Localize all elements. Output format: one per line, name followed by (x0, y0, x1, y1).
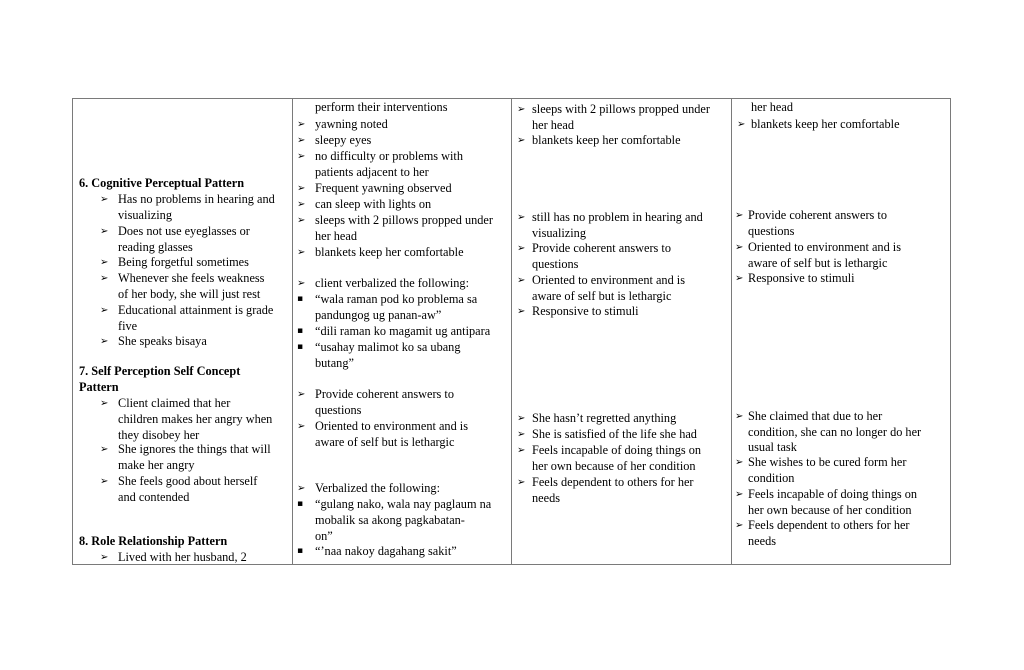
list-item-text: her head (751, 100, 793, 114)
list-item-text: her own because of her condition (532, 459, 696, 473)
list-item-text: Frequent yawning observed (315, 181, 452, 195)
list-item-text: Feels incapable of doing things on (532, 443, 702, 457)
quote-text: “gulang nako, wala nay paglaum na (315, 497, 492, 511)
square-bullet-icon: ▪ (297, 546, 304, 556)
list-item-text: blankets keep her comfortable (315, 245, 464, 259)
section-heading: Pattern (79, 380, 119, 394)
list-item-text: Oriented to environment and is (315, 419, 468, 433)
section-heading: 8. Role Relationship Pattern (79, 534, 228, 548)
arrow-bullet-icon: ➢ (517, 212, 526, 223)
list-item-text: Responsive to stimuli (532, 304, 639, 318)
arrow-bullet-icon: ➢ (297, 183, 306, 194)
quote-text: “dili raman ko magamit ug antipara (315, 324, 491, 338)
arrow-bullet-icon: ➢ (737, 119, 746, 130)
list-item-text: reading glasses (118, 240, 193, 254)
list-item-text: She wishes to be cured form her (748, 455, 907, 469)
list-item-text: sleeps with 2 pillows propped under (315, 213, 493, 227)
list-item-text: Client claimed that her (118, 396, 231, 410)
quote-text: “’naa nakoy dagahang sakit” (315, 544, 457, 558)
arrow-bullet-icon: ➢ (297, 247, 306, 258)
arrow-bullet-icon: ➢ (517, 243, 526, 254)
square-bullet-icon: ▪ (297, 294, 304, 304)
square-bullet-icon: ▪ (297, 326, 304, 336)
quote-text: butang” (315, 356, 354, 370)
arrow-bullet-icon: ➢ (297, 483, 306, 494)
list-item-text: Provide coherent answers to (748, 208, 887, 222)
list-item-text: aware of self but is lethargic (315, 435, 455, 449)
list-item-text: She speaks bisaya (118, 334, 207, 348)
arrow-bullet-icon: ➢ (517, 135, 526, 146)
arrow-bullet-icon: ➢ (735, 520, 744, 531)
list-item-text: Provide coherent answers to (315, 387, 454, 401)
arrow-bullet-icon: ➢ (297, 199, 306, 210)
quote-text: “wala raman pod ko problema sa (315, 292, 478, 306)
quote-text: “usahay malimot ko sa ubang (315, 340, 461, 354)
list-item-text: still has no problem in hearing and (532, 210, 703, 224)
list-item-text: no difficulty or problems with (315, 149, 464, 163)
quote-text: mobalik sa akong pagkabatan- (315, 513, 465, 527)
list-item-text: visualizing (532, 226, 586, 240)
list-item-text: Being forgetful sometimes (118, 255, 249, 269)
list-item-text: perform their interventions (315, 100, 448, 114)
arrow-bullet-icon: ➢ (735, 210, 744, 221)
arrow-bullet-icon: ➢ (297, 421, 306, 432)
list-item-text: Whenever she feels weakness (118, 271, 265, 285)
arrow-bullet-icon: ➢ (517, 275, 526, 286)
list-item-text: She ignores the things that will (118, 442, 271, 456)
list-item-text: Feels dependent to others for her (748, 518, 910, 532)
list-item-text: aware of self but is lethargic (532, 289, 672, 303)
list-item-text: make her angry (118, 458, 195, 472)
list-item-text: Educational attainment is grade (118, 303, 274, 317)
list-item-text: aware of self but is lethargic (748, 255, 888, 270)
list-item-text: Has no problems in hearing and (118, 192, 275, 206)
list-item-text: blankets keep her comfortable (751, 117, 900, 131)
list-item-text: She claimed that due to her (748, 409, 883, 423)
arrow-bullet-icon: ➢ (100, 398, 109, 409)
arrow-bullet-icon: ➢ (100, 305, 109, 316)
arrow-bullet-icon: ➢ (517, 429, 526, 440)
arrow-bullet-icon: ➢ (100, 257, 109, 268)
list-item-text: her head (315, 229, 357, 243)
list-item-text: condition (748, 470, 795, 485)
arrow-bullet-icon: ➢ (297, 135, 306, 146)
quote-text: on” (315, 529, 333, 543)
list-item-text: condition, she can no longer do her (748, 424, 922, 439)
list-item-text: visualizing (118, 208, 172, 222)
arrow-bullet-icon: ➢ (517, 104, 526, 115)
list-item-text: Feels incapable of doing things on (748, 487, 918, 501)
quote-text: pandungog ug panan-aw” (315, 308, 442, 322)
list-item-text: her own because of her condition (748, 502, 912, 517)
list-item-text: Does not use eyeglasses or (118, 224, 250, 238)
arrow-bullet-icon: ➢ (517, 413, 526, 424)
list-item-text: questions (748, 223, 795, 238)
arrow-bullet-icon: ➢ (297, 389, 306, 400)
list-item-text: needs (532, 491, 560, 505)
arrow-bullet-icon: ➢ (100, 444, 109, 455)
list-item-text: Responsive to stimuli (748, 271, 855, 285)
list-item-text: Lived with her husband, 2 (118, 550, 247, 564)
arrow-bullet-icon: ➢ (735, 489, 744, 500)
list-item-text: sleepy eyes (315, 133, 372, 147)
list-item-text: questions (315, 403, 362, 417)
list-item-text: She hasn’t regretted anything (532, 411, 677, 425)
arrow-bullet-icon: ➢ (297, 151, 306, 162)
arrow-bullet-icon: ➢ (735, 411, 744, 422)
list-item-text: She feels good about herself (118, 474, 258, 488)
column-divider (731, 98, 732, 565)
list-item-text: sleeps with 2 pillows propped under (532, 102, 710, 116)
arrow-bullet-icon: ➢ (100, 336, 109, 347)
list-item-text: Verbalized the following: (315, 481, 440, 495)
arrow-bullet-icon: ➢ (517, 477, 526, 488)
square-bullet-icon: ▪ (297, 499, 304, 509)
list-item-text: five (118, 319, 138, 333)
list-item-text: She is satisfied of the life she had (532, 427, 697, 441)
list-item-text: Provide coherent answers to (532, 241, 671, 255)
list-item-text: needs (748, 533, 776, 548)
list-item-text: questions (532, 257, 579, 271)
arrow-bullet-icon: ➢ (297, 278, 306, 289)
list-item-text: children makes her angry when (118, 412, 273, 426)
list-item-text: can sleep with lights on (315, 197, 432, 211)
arrow-bullet-icon: ➢ (100, 273, 109, 284)
section-heading: 7. Self Perception Self Concept (79, 364, 241, 378)
arrow-bullet-icon: ➢ (100, 476, 109, 487)
list-item-text: Feels dependent to others for her (532, 475, 694, 489)
arrow-bullet-icon: ➢ (517, 445, 526, 456)
arrow-bullet-icon: ➢ (100, 194, 109, 205)
list-item-text: Oriented to environment and is (532, 273, 685, 287)
list-item-text: her head (532, 118, 574, 132)
arrow-bullet-icon: ➢ (735, 273, 744, 284)
column-divider (511, 98, 512, 565)
arrow-bullet-icon: ➢ (735, 457, 744, 468)
arrow-bullet-icon: ➢ (100, 226, 109, 237)
list-item-text: client verbalized the following: (315, 276, 469, 290)
list-item-text: usual task (748, 440, 797, 454)
list-item-text: of her body, she will just rest (118, 287, 261, 301)
arrow-bullet-icon: ➢ (100, 552, 109, 563)
list-item-text: yawning noted (315, 117, 388, 131)
square-bullet-icon: ▪ (297, 342, 304, 352)
list-item-text: patients adjacent to her (315, 165, 429, 179)
arrow-bullet-icon: ➢ (517, 306, 526, 317)
list-item-text: Oriented to environment and is (748, 240, 901, 254)
arrow-bullet-icon: ➢ (735, 242, 744, 253)
arrow-bullet-icon: ➢ (297, 119, 306, 130)
list-item-text: they disobey her (118, 428, 200, 442)
list-item-text: and contended (118, 490, 190, 504)
arrow-bullet-icon: ➢ (297, 215, 306, 226)
list-item-text: blankets keep her comfortable (532, 133, 681, 147)
section-heading: 6. Cognitive Perceptual Pattern (79, 176, 245, 190)
column-divider (292, 98, 293, 565)
